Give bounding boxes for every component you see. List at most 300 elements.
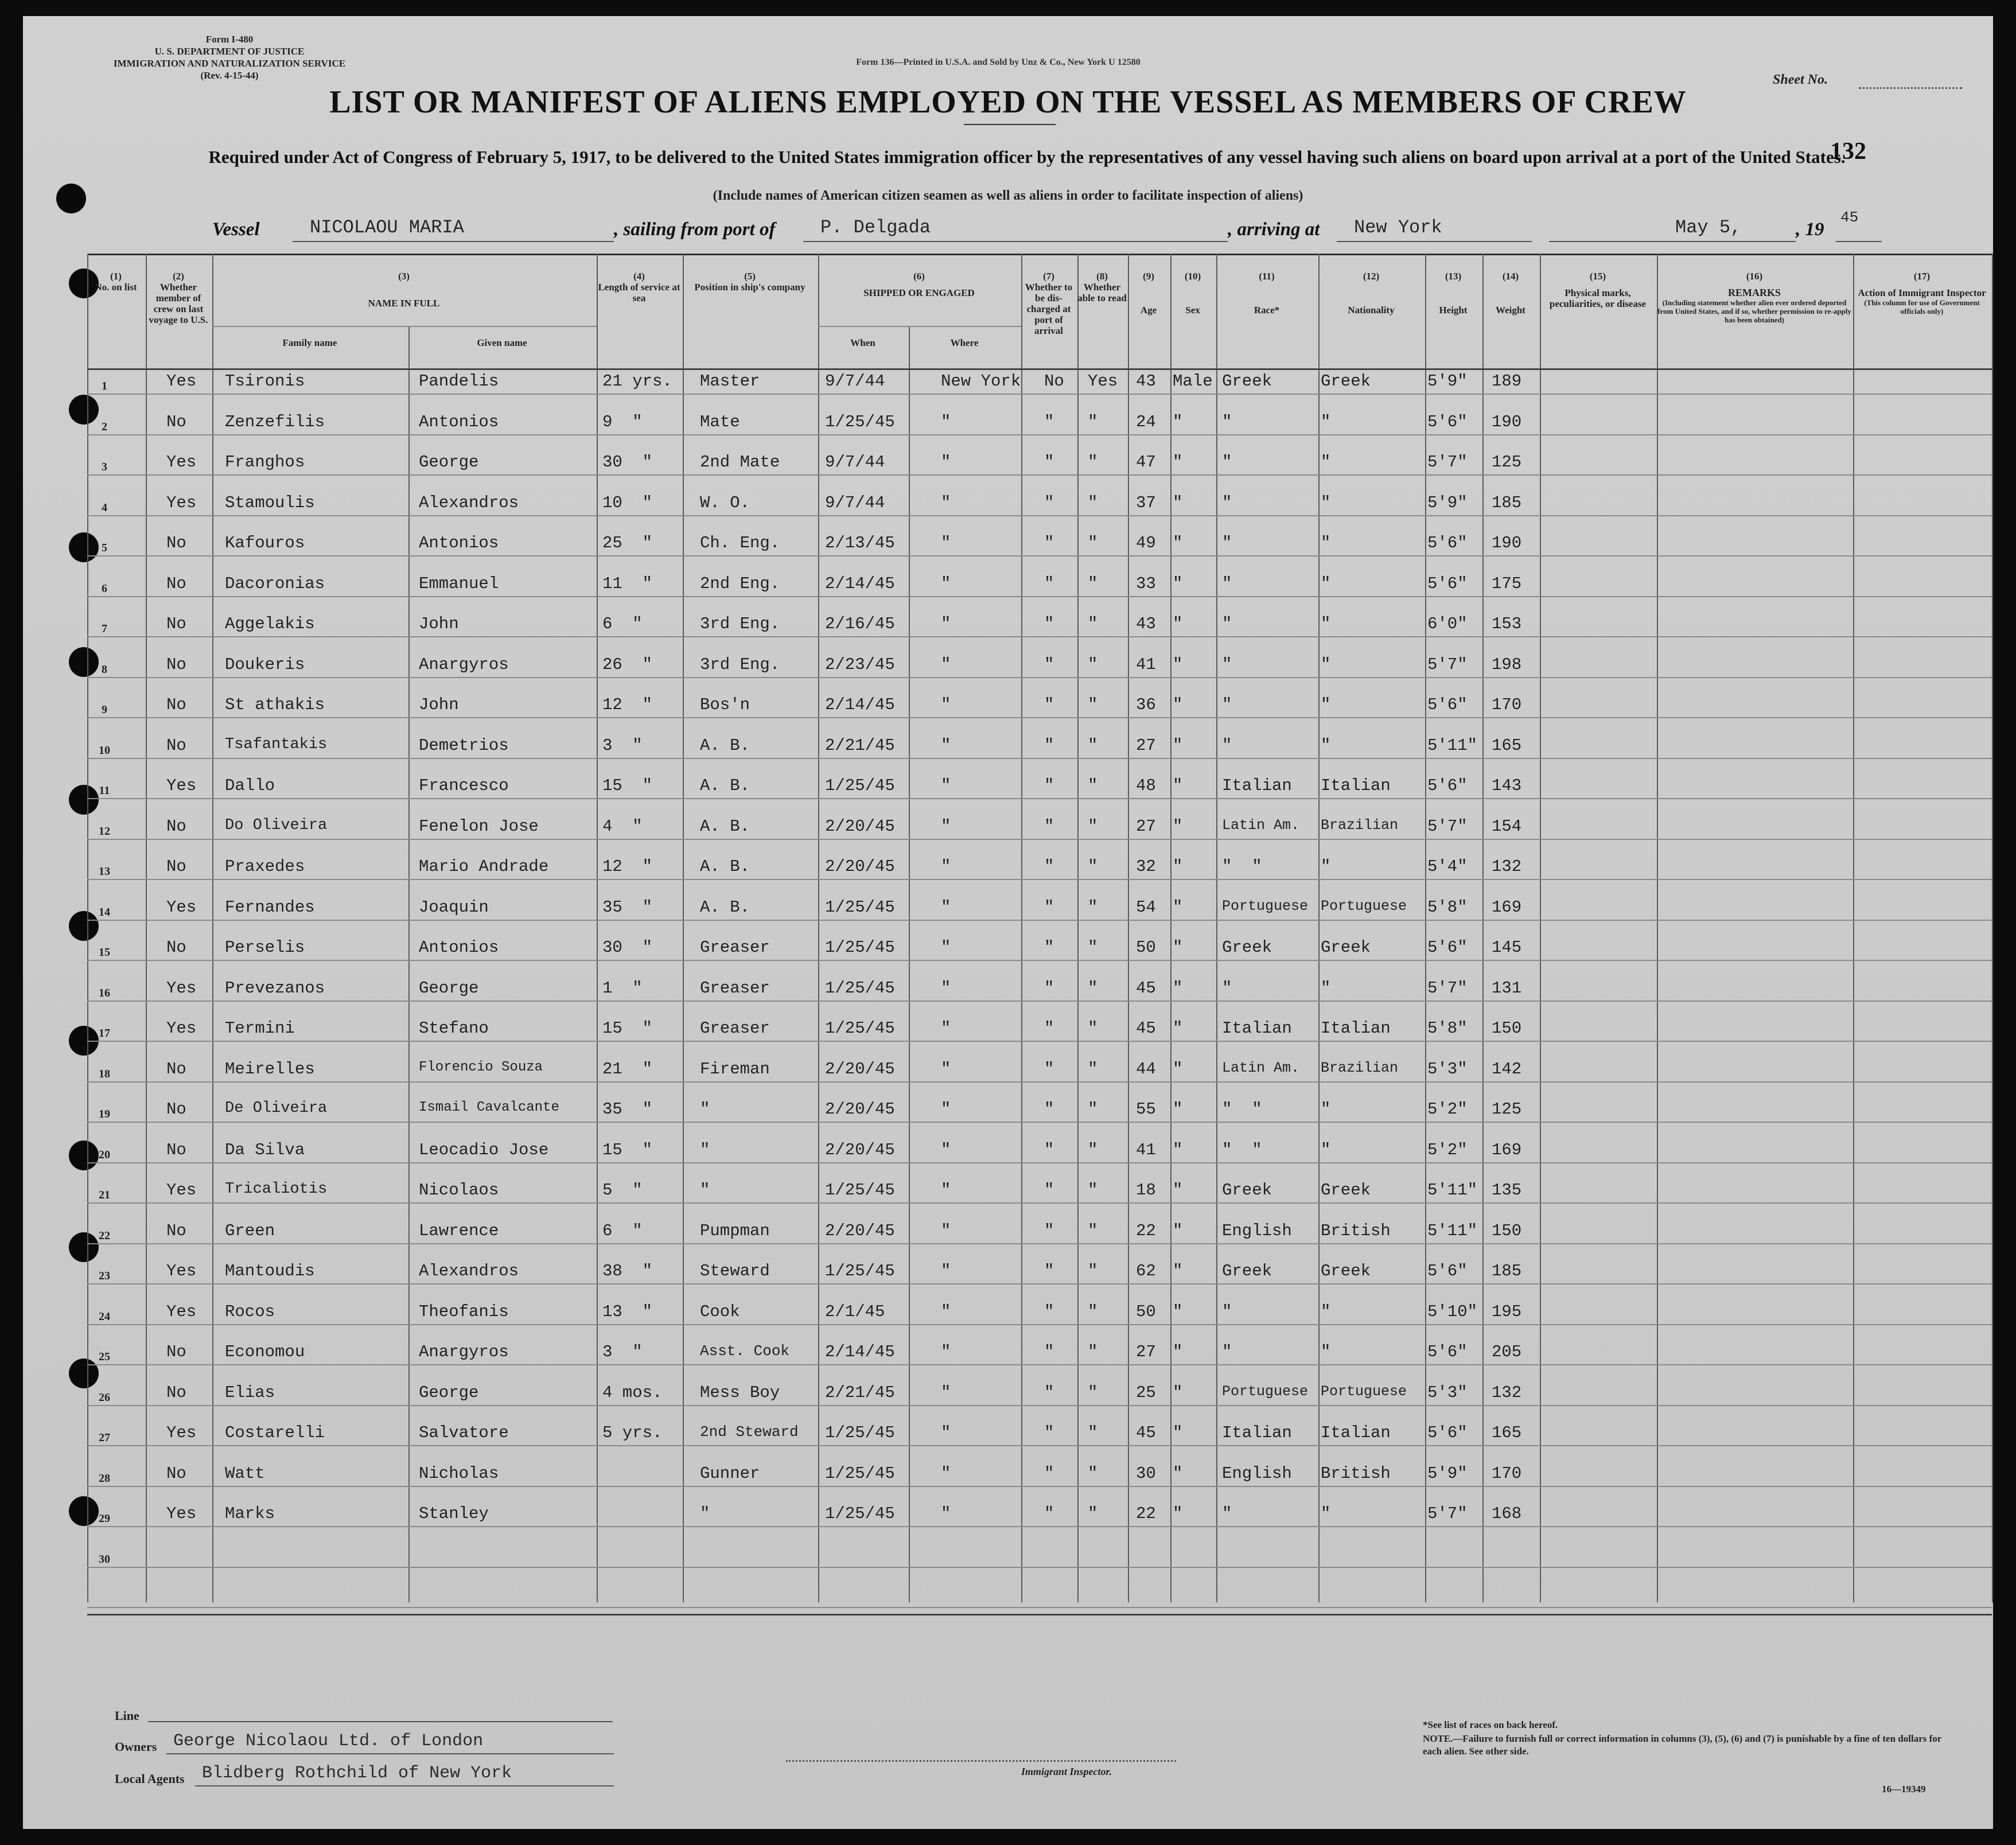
race-cell: " " (1222, 1100, 1262, 1119)
given-name-cell: George (419, 453, 479, 472)
last-voyage-cell: Yes (166, 1181, 197, 1200)
sex-cell: " (1173, 1342, 1183, 1361)
sex-cell: " (1173, 1504, 1183, 1523)
able-to-read-cell: " (1088, 897, 1098, 917)
row-rule (87, 515, 1992, 516)
able-to-read-cell: " (1088, 816, 1098, 836)
nationality-cell: " (1321, 1100, 1331, 1119)
arriving-port: New York (1354, 217, 1442, 238)
service-length-cell: 3 " (602, 735, 643, 755)
service-length-cell: 10 " (602, 493, 653, 512)
shipped-where-cell: " (941, 574, 951, 593)
given-name-cell: Antonios (419, 412, 499, 431)
header-race: (11) Race* (1254, 271, 1280, 316)
column-rule (1021, 254, 1022, 1602)
shipped-where-cell: " (941, 1100, 951, 1119)
department: U. S. DEPARTMENT OF JUSTICE (154, 46, 305, 57)
height-cell: 5'9" (1427, 1463, 1468, 1483)
shipped-when-cell: 2/14/45 (825, 574, 895, 593)
shipped-where-cell: " (941, 493, 951, 512)
row-rule (87, 1607, 1992, 1608)
age-cell: 36 (1136, 695, 1156, 714)
height-cell: 5'9" (1427, 493, 1468, 512)
last-voyage-cell: No (166, 412, 186, 431)
form-number: Form I-480 (205, 34, 254, 45)
weight-cell: 170 (1492, 1463, 1522, 1483)
shipped-when-cell: 1/25/45 (825, 897, 895, 917)
revision: (Rev. 4-15-44) (200, 70, 259, 81)
row-number: 16 (99, 986, 110, 999)
service-length-cell: 35 " (602, 1100, 653, 1119)
row-number: 19 (99, 1108, 110, 1120)
age-cell: 55 (1136, 1100, 1156, 1119)
shipped-when-cell: 1/25/45 (825, 978, 895, 998)
sex-cell: " (1173, 1262, 1183, 1280)
nationality-cell: " (1321, 1140, 1331, 1159)
discharged-cell: " (1044, 1100, 1054, 1119)
row-rule (87, 1567, 1992, 1568)
race-cell: " (1222, 534, 1232, 552)
footer-line-label: Line (115, 1708, 139, 1723)
position-cell: W. O. (700, 493, 750, 512)
row-rule (87, 1162, 1992, 1163)
height-cell: 5'7" (1427, 655, 1468, 674)
position-cell: Ch. Eng. (700, 534, 780, 552)
sex-cell: " (1173, 938, 1183, 957)
service-length-cell: 30 " (602, 453, 653, 472)
given-name-cell: Stanley (419, 1504, 489, 1523)
shipped-when-cell: 1/25/45 (825, 1181, 895, 1200)
footer-code: 16—19349 (1882, 1784, 1926, 1795)
footer-agents-label: Local Agents (115, 1772, 185, 1786)
last-voyage-cell: Yes (166, 1504, 197, 1523)
able-to-read-cell: " (1088, 534, 1098, 552)
sex-cell: " (1173, 1100, 1183, 1119)
nationality-cell: Italian (1321, 1423, 1391, 1442)
last-voyage-cell: No (166, 534, 186, 552)
header-given-name: Given name (477, 337, 527, 348)
footer-owners: George Nicolaou Ltd. of London (173, 1731, 484, 1751)
service-length-cell: 21 " (602, 1059, 653, 1079)
race-cell: Greek (1222, 1262, 1272, 1280)
age-cell: 22 (1136, 1221, 1156, 1240)
service-length-cell: 15 " (602, 1140, 653, 1159)
form-header (69, 33, 390, 81)
age-cell: 30 (1136, 1463, 1156, 1483)
row-rule (87, 555, 1992, 556)
race-cell: Greek (1222, 938, 1272, 957)
header-discharged: (7) Whether to be dis-charged at port of arrival (1025, 271, 1073, 336)
able-to-read-cell: " (1088, 1059, 1098, 1079)
shipped-where-cell: " (941, 1383, 951, 1402)
race-cell: Italian (1222, 1019, 1292, 1038)
header-inspector-action: (17) Action of Immigrant Inspector (This column for use of Government officials only) (1858, 271, 1986, 316)
age-cell: 43 (1136, 372, 1156, 391)
race-cell: " (1222, 1302, 1232, 1321)
from-line (803, 241, 1228, 242)
race-cell: " " (1222, 857, 1262, 876)
weight-cell: 195 (1492, 1302, 1522, 1321)
position-cell: A. B. (700, 776, 750, 795)
header-shipped: (6) SHIPPED OR ENGAGED (863, 271, 975, 298)
weight-cell: 185 (1492, 1262, 1522, 1280)
age-cell: 37 (1136, 493, 1156, 512)
race-cell: Greek (1222, 1181, 1272, 1200)
height-cell: 5'11" (1427, 1181, 1478, 1200)
service-length-cell: 5 yrs. (602, 1423, 663, 1442)
row-number: 21 (99, 1189, 110, 1201)
able-to-read-cell: " (1088, 1302, 1098, 1321)
shipped-when-cell: 2/20/45 (825, 1100, 895, 1119)
shipped-when-cell: 2/21/45 (825, 735, 895, 755)
position-cell: A. B. (700, 897, 750, 917)
row-number: 20 (99, 1148, 110, 1161)
row-rule (87, 798, 1992, 799)
weight-cell: 198 (1492, 655, 1522, 674)
row-number: 29 (99, 1512, 110, 1525)
sex-cell: Male (1173, 372, 1213, 391)
family-name-cell: Franghos (225, 453, 305, 472)
family-name-cell: Tricaliotis (225, 1181, 328, 1198)
able-to-read-cell: " (1088, 655, 1098, 674)
age-cell: 27 (1136, 1342, 1156, 1361)
given-name-cell: Fenelon Jose (419, 816, 539, 836)
race-cell: " (1222, 695, 1232, 714)
footer-owners-label: Owners (115, 1739, 157, 1754)
last-voyage-cell: No (166, 1140, 186, 1159)
arriving-label: , arriving at (1228, 219, 1320, 240)
family-name-cell: Green (225, 1221, 275, 1240)
age-cell: 45 (1136, 978, 1156, 998)
nationality-cell: " (1321, 1302, 1331, 1321)
given-name-cell: Nicolaos (419, 1181, 499, 1200)
nationality-cell: British (1321, 1221, 1391, 1240)
nationality-cell: " (1321, 1504, 1331, 1523)
column-rule (1128, 254, 1129, 1602)
nationality-cell: " (1321, 978, 1331, 998)
given-name-cell: Pandelis (419, 372, 499, 391)
table-top-rule (87, 254, 1992, 255)
shipped-when-cell: 2/14/45 (825, 1342, 895, 1361)
row-number: 6 (102, 582, 107, 595)
able-to-read-cell: " (1088, 1423, 1098, 1442)
last-voyage-cell: No (166, 614, 186, 633)
row-rule (87, 1364, 1992, 1365)
service-length-cell: 15 " (602, 1019, 653, 1038)
discharged-cell: " (1044, 574, 1054, 593)
race-cell: " (1222, 493, 1232, 512)
service-length-cell: 11 " (602, 574, 653, 593)
shipped-where-cell: " (941, 857, 951, 876)
row-number: 7 (102, 622, 107, 635)
family-name-cell: Meirelles (225, 1059, 315, 1079)
race-cell: " (1222, 614, 1232, 633)
subtitle-note: (Include names of American citizen seamen as well as aliens in order to facilitate inspection of aliens) (713, 188, 1303, 203)
shipped-where-cell: " (941, 655, 951, 674)
last-voyage-cell: Yes (166, 453, 197, 472)
position-cell: 2nd Steward (700, 1423, 799, 1441)
shipped-when-cell: 2/13/45 (825, 534, 895, 552)
weight-cell: 165 (1492, 735, 1522, 755)
nationality-cell: " (1321, 695, 1331, 714)
last-voyage-cell: No (166, 655, 186, 674)
discharged-cell: " (1044, 897, 1054, 917)
shipped-when-cell: 2/20/45 (825, 1059, 895, 1079)
row-rule (87, 1001, 1992, 1002)
sex-cell: " (1173, 816, 1183, 836)
sex-cell: " (1173, 897, 1183, 917)
header-age: (9) Age (1140, 271, 1157, 316)
header-weight: (14) Weight (1496, 271, 1525, 316)
discharged-cell: " (1044, 1221, 1054, 1240)
shipped-when-cell: 1/25/45 (825, 1262, 895, 1280)
weight-cell: 190 (1492, 534, 1522, 552)
family-name-cell: Zenzefilis (225, 412, 325, 431)
column-rule (408, 326, 410, 1602)
family-name-cell: Economou (225, 1342, 305, 1361)
year-prefix: , 19 (1796, 219, 1824, 240)
family-name-cell: Kafouros (225, 534, 305, 552)
column-rule (1077, 254, 1079, 1602)
shipped-when-cell: 9/7/44 (825, 372, 885, 391)
last-voyage-cell: No (166, 695, 186, 714)
nationality-cell: " (1321, 735, 1331, 755)
shipped-where-cell: " (941, 614, 951, 633)
nationality-cell: Italian (1321, 776, 1391, 795)
column-rule (818, 254, 819, 1602)
weight-cell: 189 (1492, 372, 1522, 391)
age-cell: 33 (1136, 574, 1156, 593)
row-rule (87, 1202, 1992, 1204)
service-length-cell: 35 " (602, 897, 653, 917)
height-cell: 5'6" (1427, 938, 1468, 957)
race-cell: Italian (1222, 776, 1292, 795)
able-to-read-cell: " (1088, 1262, 1098, 1280)
given-name-cell: George (419, 978, 479, 998)
row-number: 22 (99, 1229, 110, 1242)
family-name-cell: Rocos (225, 1302, 275, 1321)
position-cell: Mess Boy (700, 1383, 780, 1402)
nationality-cell: Greek (1321, 938, 1371, 957)
shipped-when-cell: 1/25/45 (825, 1019, 895, 1038)
position-cell: " (700, 1504, 710, 1523)
column-rule (1216, 254, 1217, 1602)
race-cell: " (1222, 735, 1232, 755)
given-name-cell: Alexandros (419, 1262, 519, 1280)
inspector-label: Immigrant Inspector. (1021, 1766, 1112, 1777)
shipped-where-cell: " (941, 1221, 951, 1240)
last-voyage-cell: Yes (166, 1019, 197, 1038)
shipped-when-cell: 9/7/44 (825, 493, 885, 512)
shipped-when-cell: 1/25/45 (825, 776, 895, 795)
service-length-cell: 5 " (602, 1181, 643, 1200)
given-name-cell: Alexandros (419, 493, 519, 512)
row-number: 3 (102, 461, 107, 473)
shipped-when-cell: 2/1/45 (825, 1302, 885, 1321)
sex-cell: " (1173, 412, 1183, 431)
last-voyage-cell: Yes (166, 1423, 197, 1442)
header-number: (1) No. on list (95, 271, 137, 293)
column-rule (1992, 254, 1993, 1602)
able-to-read-cell: " (1088, 1342, 1098, 1361)
position-cell: Bos'n (700, 695, 750, 714)
weight-cell: 190 (1492, 412, 1522, 431)
given-name-cell: Antonios (419, 534, 499, 552)
column-rule (1482, 254, 1484, 1602)
position-cell: Greaser (700, 1019, 770, 1038)
column-rule (1657, 254, 1658, 1602)
height-cell: 5'6" (1427, 776, 1468, 795)
able-to-read-cell: " (1088, 1140, 1098, 1159)
discharged-cell: " (1044, 534, 1054, 552)
last-voyage-cell: No (166, 1100, 186, 1119)
able-to-read-cell: " (1088, 735, 1098, 755)
age-cell: 18 (1136, 1181, 1156, 1200)
shipped-where-cell: " (941, 412, 951, 431)
shipped-where-cell: " (941, 1463, 951, 1483)
weight-cell: 169 (1492, 1140, 1522, 1159)
height-cell: 5'4" (1427, 857, 1468, 876)
shipped-where-cell: " (941, 1302, 951, 1321)
weight-cell: 143 (1492, 776, 1522, 795)
age-cell: 43 (1136, 614, 1156, 633)
weight-cell: 125 (1492, 453, 1522, 472)
discharged-cell: " (1044, 816, 1054, 836)
last-voyage-cell: No (166, 1221, 186, 1240)
sex-cell: " (1173, 695, 1183, 714)
sex-cell: " (1173, 614, 1183, 633)
shipped-where-cell: " (941, 1019, 951, 1038)
column-rule (212, 254, 213, 1602)
family-name-cell: Tsafantakis (225, 735, 328, 753)
able-to-read-cell: " (1088, 857, 1098, 876)
weight-cell: 175 (1492, 574, 1522, 593)
age-cell: 27 (1136, 735, 1156, 755)
row-rule (87, 1041, 1992, 1042)
given-name-cell: Antonios (419, 938, 499, 957)
nationality-cell: " (1321, 655, 1331, 674)
discharged-cell: " (1044, 493, 1054, 512)
header-read: (8) Whether able to read (1077, 271, 1127, 303)
last-voyage-cell: No (166, 816, 186, 836)
header-where: Where (950, 337, 979, 348)
shipped-where-cell: " (941, 978, 951, 998)
shipped-when-cell: 2/16/45 (825, 614, 895, 633)
row-number: 9 (102, 703, 107, 716)
discharged-cell: " (1044, 1504, 1054, 1523)
height-cell: 5'6" (1427, 1423, 1468, 1442)
sex-cell: " (1173, 1383, 1183, 1402)
race-cell: " (1222, 453, 1232, 472)
service-length-cell: 15 " (602, 776, 653, 795)
discharged-cell: " (1044, 1463, 1054, 1483)
title-rule (964, 124, 1056, 125)
position-cell: Gunner (700, 1463, 760, 1483)
weight-cell: 132 (1492, 857, 1522, 876)
row-rule (87, 879, 1992, 880)
age-cell: 27 (1136, 816, 1156, 836)
shipped-where-cell: " (941, 1181, 951, 1200)
discharged-cell: " (1044, 1262, 1054, 1280)
nationality-cell: " (1321, 453, 1331, 472)
race-cell: English (1222, 1463, 1292, 1483)
race-cell: Portuguese (1222, 1383, 1309, 1400)
row-number: 18 (99, 1067, 110, 1080)
discharged-cell: " (1044, 453, 1054, 472)
vessel-name: NICOLAOU MARIA (310, 217, 464, 238)
column-rule (1540, 254, 1541, 1602)
last-voyage-cell: No (166, 938, 186, 957)
age-cell: 50 (1136, 938, 1156, 957)
arrival-date: May 5, (1675, 217, 1742, 238)
service-length-cell: 9 " (602, 412, 643, 431)
service-length-cell: 21 yrs. (602, 372, 672, 391)
given-name-cell: Emmanuel (419, 574, 499, 593)
shipped-when-cell: 1/25/45 (825, 938, 895, 957)
column-rule (1853, 254, 1854, 1602)
sex-cell: " (1173, 776, 1183, 795)
given-name-cell: Florencio Souza (419, 1059, 543, 1075)
row-rule (87, 1081, 1992, 1083)
service-length-cell: 38 " (602, 1262, 653, 1280)
inspector-signature-line (786, 1760, 1176, 1762)
shipped-where-cell: " (941, 897, 951, 917)
position-cell: A. B. (700, 735, 750, 755)
shipped-when-cell: 2/21/45 (825, 1383, 895, 1402)
sex-cell: " (1173, 574, 1183, 593)
column-rule (1170, 254, 1172, 1602)
able-to-read-cell: " (1088, 574, 1098, 593)
row-number: 30 (99, 1552, 110, 1566)
discharged-cell: " (1044, 776, 1054, 795)
able-to-read-cell: " (1088, 614, 1098, 633)
race-cell: Portuguese (1222, 897, 1309, 914)
nationality-cell: Portuguese (1321, 897, 1407, 914)
given-name-cell: George (419, 1383, 479, 1402)
discharged-cell: " (1044, 1302, 1054, 1321)
header-remarks: (16) REMARKS (Including statement whether alien ever ordered deported from United States, and if so, whether permission to re-apply has been obtained) (1657, 271, 1851, 324)
family-name-cell: Stamoulis (225, 493, 315, 512)
column-rule (1318, 254, 1320, 1602)
age-cell: 45 (1136, 1019, 1156, 1038)
row-rule (87, 474, 1992, 476)
shipped-where-cell: " (941, 776, 951, 795)
discharged-cell: " (1044, 1019, 1054, 1038)
row-rule (87, 1445, 1992, 1446)
able-to-read-cell: " (1088, 1504, 1098, 1523)
weight-cell: 168 (1492, 1504, 1522, 1523)
row-rule (87, 717, 1992, 718)
weight-cell: 165 (1492, 1423, 1522, 1442)
sex-cell: " (1173, 493, 1183, 512)
weight-cell: 142 (1492, 1059, 1522, 1079)
able-to-read-cell: " (1088, 776, 1098, 795)
position-cell: 2nd Eng. (700, 574, 780, 593)
position-cell: A. B. (700, 816, 750, 836)
discharged-cell: " (1044, 1140, 1054, 1159)
header-last-voyage: (2) Whether member of crew on last voyage to U.S. (149, 271, 208, 325)
subheader-rule (818, 326, 1021, 327)
last-voyage-cell: No (166, 574, 186, 593)
row-number: 26 (99, 1391, 110, 1404)
race-cell: Latin Am. (1222, 816, 1300, 834)
nationality-cell: " (1321, 857, 1331, 876)
footer-owners-rule (166, 1753, 614, 1754)
height-cell: 5'6" (1427, 574, 1468, 593)
column-rule (683, 254, 684, 1602)
race-cell: " (1222, 574, 1232, 593)
row-number: 13 (99, 865, 110, 878)
